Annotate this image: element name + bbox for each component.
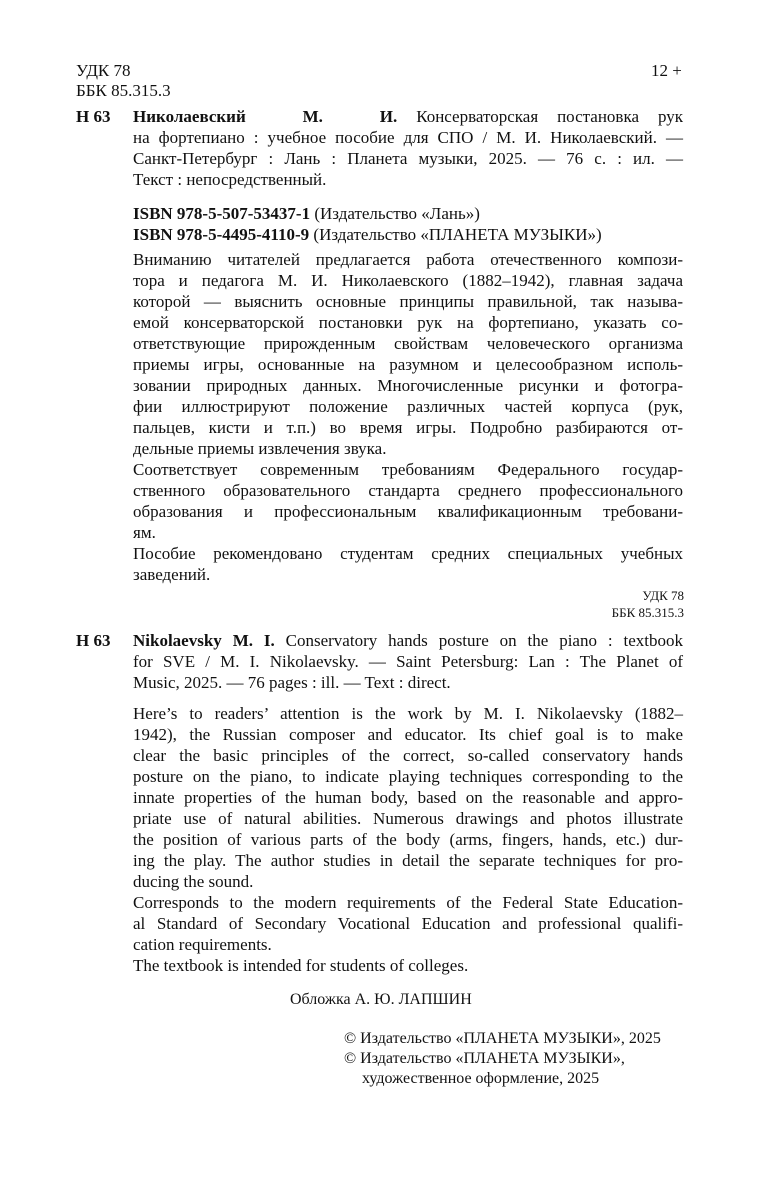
en-author: Nikolaevsky M. I. [133,631,275,650]
en-abstract-line: priate use of natural abilities. Numerous drawings and photos illustrate [133,809,683,828]
en-standard-line: Corresponds to the modern requirements of the Federal State Education- [133,893,683,912]
en-abstract-line: ing the play. The author studies in detail the separate techniques for pro- [133,851,683,870]
ru-abstract-line: пальцев, кисти и т.п.) во время игры. Подробно разбираются от- [133,418,683,437]
ru-abstract-line: емой консерваторской постановки рук на фортепиано, указать со- [133,313,683,332]
age-rating: 12 + [651,61,682,80]
copyright-line-1: © Издательство «ПЛАНЕТА МУЗЫКИ», 2025 [344,1030,661,1047]
en-abstract-line: Here’s to readers’ attention is the work by M. I. Nikolaevsky (1882– [133,704,683,723]
ru-abstract-line: которой — выяснить основные принципы правильной, так называ- [133,292,683,311]
en-catalog-code: Н 63 [76,631,111,650]
bbk-header: ББК 85.315.3 [76,81,171,100]
isbn-planeta-number: ISBN 978-5-4495-4110-9 [133,225,310,244]
en-abstract-line: the position of various parts of the body (arms, fingers, hands, etc.) dur- [133,830,683,849]
copyright-line-2-cont: художественное оформление, 2025 [362,1070,600,1087]
en-title-line-1 [133,631,683,651]
en-abstract-line: ducing the sound. [133,872,254,891]
ru-title-line-4: Текст : непосредственный. [133,170,327,189]
en-abstract-line: 1942), the Russian composer and educator. Its chief goal is to make [133,725,683,744]
en-standard-line: al Standard of Secondary Vocational Education and professional qualifi- [133,914,683,933]
ru-standard-line: ям. [133,523,156,542]
ru-catalog-code: Н 63 [76,107,111,126]
isbn-planeta [133,225,602,245]
ru-title-line-3: Санкт-Петербург : Лань : Планета музыки, 2025. — 76 с. : ил. — [133,149,683,168]
ru-abstract-line: тора и педагога М. И. Николаевского (1882–1942), главная задача [133,271,683,290]
ru-recommend-line: Пособие рекомендовано студентам средних специальных учебных [133,544,683,563]
isbn-lan-number: ISBN 978-5-507-53437-1 [133,204,311,223]
ru-standard-line: ственного образовательного стандарта среднего профессионального [133,481,683,500]
en-title-line-2: for SVE / M. I. Nikolaevsky. — Saint Petersburg: Lan : The Planet of [133,652,683,671]
en-title-line-3: Music, 2025. — 76 pages : ill. — Text : direct. [133,673,451,692]
ru-title-line-2: на фортепиано : учебное пособие для СПО / М. И. Николаевский. — [133,128,683,147]
ru-author: Николаевский М. И. [133,107,398,126]
en-recommend-line: The textbook is intended for students of colleges. [133,956,469,975]
copyright-line-2: © Издательство «ПЛАНЕТА МУЗЫКИ», [344,1050,625,1067]
isbn-lan-publisher: (Издательство «Лань») [310,204,480,223]
ru-udk: УДК 78 [642,588,684,603]
ru-abstract-line: фии иллюстрируют положение различных частей корпуса (рук, [133,397,683,416]
ru-recommend-line: заведений. [133,565,211,584]
en-title-start: Conservatory hands posture on the piano : textbook [274,631,683,650]
ru-bbk: ББК 85.315.3 [611,605,684,620]
en-abstract-line: posture on the piano, to indicate playing techniques corresponding to the [133,767,683,786]
ru-standard-line: образования и профессиональным квалификационным требовани- [133,502,683,521]
isbn-lan [133,204,480,224]
ru-abstract-line: зовании природных данных. Многочисленные рисунки и фотогра- [133,376,683,395]
isbn-planeta-publisher: (Издательство «ПЛАНЕТА МУЗЫКИ») [309,225,602,244]
en-standard-line: cation requirements. [133,935,272,954]
cover-credit: Обложка А. Ю. ЛАПШИН [290,991,472,1008]
ru-abstract-line: Вниманию читателей предлагается работа отечественного компози- [133,250,683,269]
udk-header: УДК 78 [76,61,131,80]
ru-abstract-line: ответствующие прирожденным свойствам человеческого организма [133,334,683,353]
ru-abstract-line: приемы игры, основанные на разумном и целесообразном исполь- [133,355,683,374]
ru-title-start: Консерваторская постановка рук [416,107,683,126]
ru-title-line-1 [133,107,683,127]
ru-abstract-line: дельные приемы извлечения звука. [133,439,387,458]
en-abstract-line: clear the basic principles of the correct, so-called conservatory hands [133,746,683,765]
en-abstract-line: innate properties of the human body, based on the reasonable and appro- [133,788,683,807]
ru-standard-line: Соответствует современным требованиям Федерального государ- [133,460,683,479]
